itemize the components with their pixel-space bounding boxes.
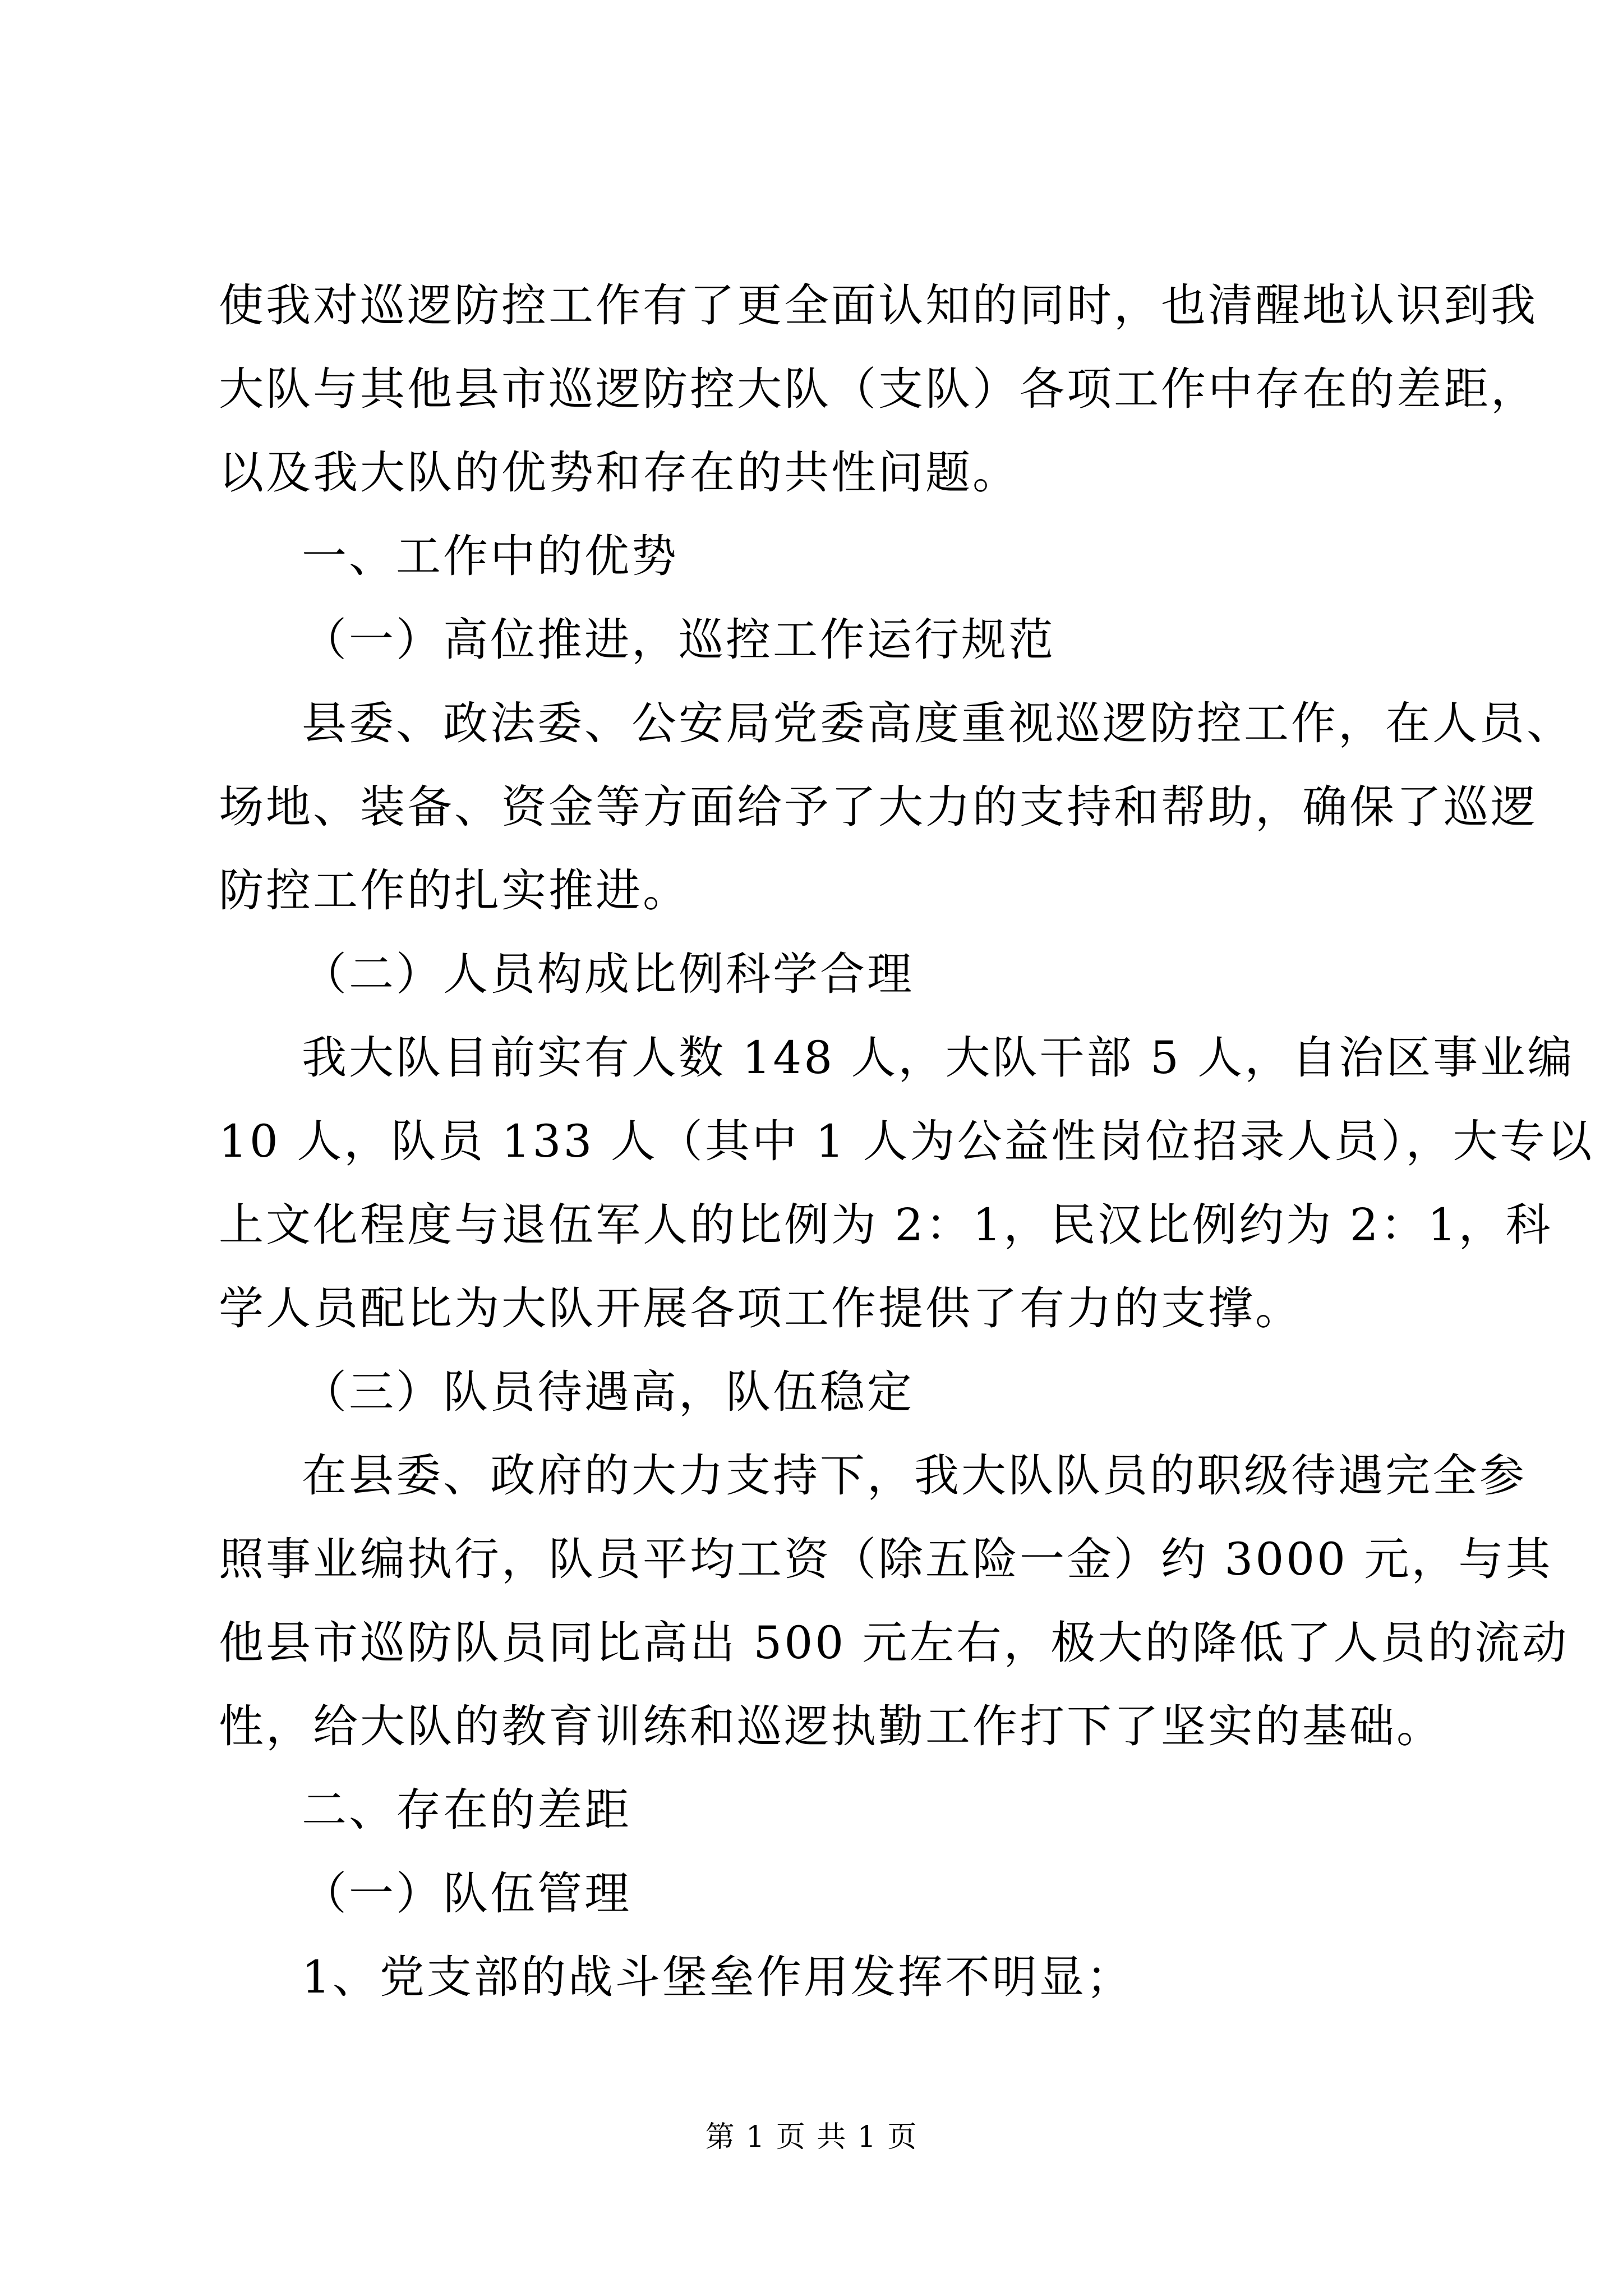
body-line: 在县委、政府的大力支持下，我大队队员的职级待遇完全参	[302, 1450, 1527, 1502]
body-line: 场地、装备、资金等方面给予了大力的支持和帮助，确保了巡逻	[219, 781, 1538, 833]
section-heading: 一、工作中的优势	[302, 530, 679, 582]
body-line: 上文化程度与退伍军人的比例为 2：1，民汉比例约为 2：1，科	[219, 1199, 1553, 1251]
body-line: 大队与其他县市巡逻防控大队（支队）各项工作中存在的差距，	[219, 363, 1538, 415]
document-body	[219, 264, 1594, 2019]
body-line: 以及我大队的优势和存在的共性问题。	[219, 447, 1020, 499]
body-line: 学人员配比为大队开展各项工作提供了有力的支撑。	[219, 1282, 1302, 1335]
subsection-heading: （一）高位推进，巡控工作运行规范	[302, 614, 1055, 666]
subsection-heading: （三）队员待遇高，队伍稳定	[302, 1366, 914, 1418]
section-heading: 二、存在的差距	[302, 1784, 631, 1836]
body-line: 照事业编执行，队员平均工资（除五险一金）约 3000 元，与其	[219, 1533, 1553, 1585]
body-line: 县委、政法委、公安局党委高度重视巡逻防控工作，在人员、	[302, 697, 1574, 749]
subsection-heading: （二）人员构成比例科学合理	[302, 948, 914, 1000]
body-line: 我大队目前实有人数 148 人，大队干部 5 人，自治区事业编	[302, 1032, 1575, 1084]
body-line: 10 人，队员 133 人（其中 1 人为公益性岗位招录人员），大专以	[219, 1115, 1594, 1167]
body-line: 他县市巡防队员同比高出 500 元左右，极大的降低了人员的流动	[219, 1617, 1569, 1669]
body-line: 防控工作的扎实推进。	[219, 864, 690, 917]
body-line: 使我对巡逻防控工作有了更全面认知的同时，也清醒地认识到我	[219, 279, 1538, 332]
list-item: 1、党支部的战斗堡垒作用发挥不明显；	[302, 1951, 1133, 2003]
body-line: 性，给大队的教育训练和巡逻执勤工作打下了坚实的基础。	[219, 1700, 1444, 1752]
subsection-heading: （一）队伍管理	[302, 1867, 631, 1920]
page-footer	[0, 2115, 1623, 2160]
page-number: 第 1 页 共 1 页	[705, 2120, 918, 2154]
